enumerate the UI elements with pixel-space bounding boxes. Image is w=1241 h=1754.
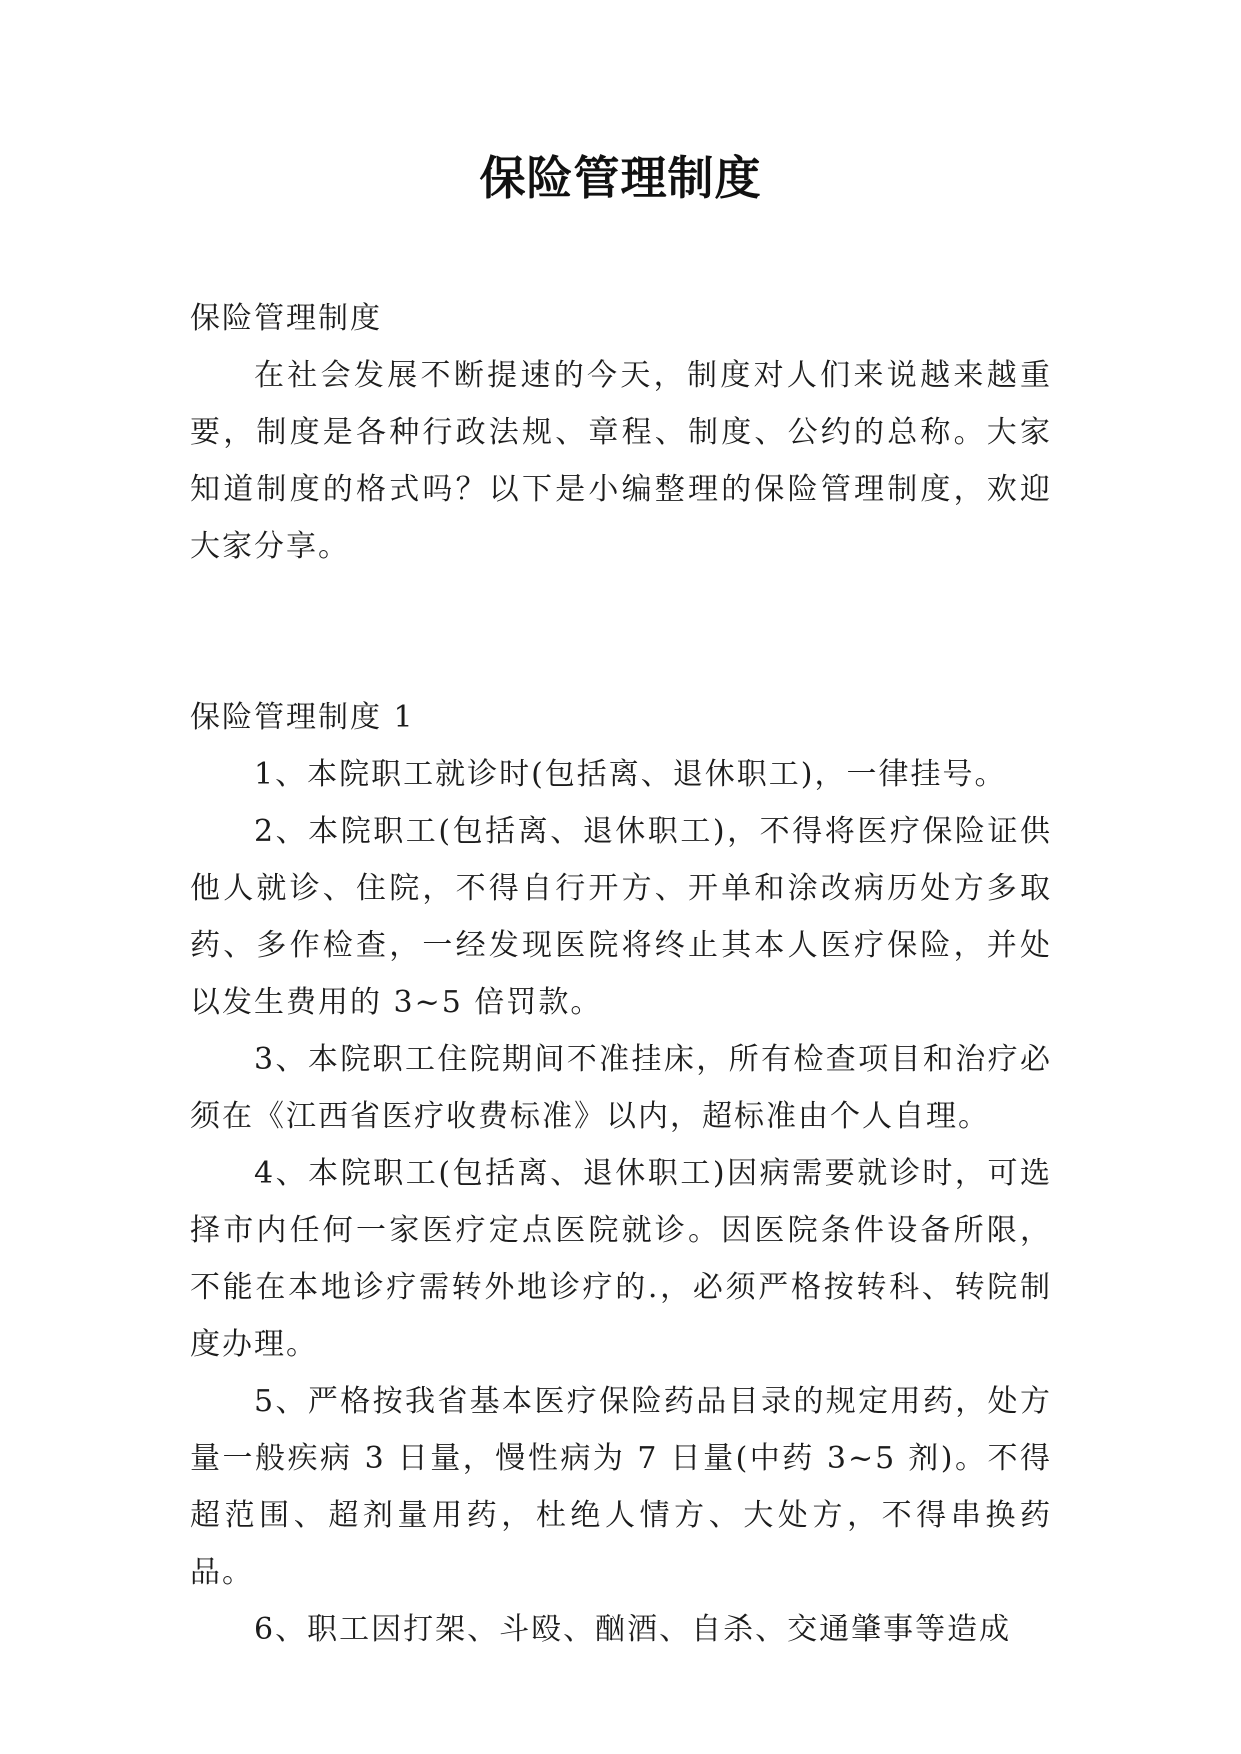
list-item: 5、严格按我省基本医疗保险药品目录的规定用药，处方量一般疾病 3 日量，慢性病为 7 日量(中药 3~5 剂)。不得超范围、超剂量用药，杜绝人情方、大处方，不得串换药品。: [190, 1384, 1052, 1590]
section-label: 保险管理制度: [190, 301, 382, 336]
list-item: 3、本院职工住院期间不准挂床，所有检查项目和治疗必须在《江西省医疗收费标准》以内，超标准由个人自理。: [190, 1042, 1052, 1134]
document-body: [190, 290, 1052, 1658]
intro-paragraph: 在社会发展不断提速的今天，制度对人们来说越来越重要，制度是各种行政法规、章程、制度、公约的总称。大家知道制度的格式吗？以下是小编整理的保险管理制度，欢迎大家分享。: [190, 358, 1052, 564]
paragraph-gap: [190, 575, 1052, 689]
list-item: 1、本院职工就诊时(包括离、退休职工)，一律挂号。: [254, 757, 1007, 792]
document-title: 保险管理制度: [479, 151, 762, 205]
list-item: 2、本院职工(包括离、退休职工)，不得将医疗保险证供他人就诊、住院，不得自行开方、开单和涂改病历处方多取药、多作检查，一经发现医院将终止其本人医疗保险，并处以发生费用的 3~5 倍罚款。: [190, 814, 1052, 1020]
list-item: 6、职工因打架、斗殴、酗酒、自杀、交通肇事等造成: [254, 1612, 1012, 1647]
list-item: 4、本院职工(包括离、退休职工)因病需要就诊时，可选择市内任何一家医疗定点医院就诊。因医院条件设备所限，不能在本地诊疗需转外地诊疗的.，必须严格按转科、转院制度办理。: [190, 1156, 1052, 1362]
section-heading: 保险管理制度 1: [190, 700, 415, 735]
